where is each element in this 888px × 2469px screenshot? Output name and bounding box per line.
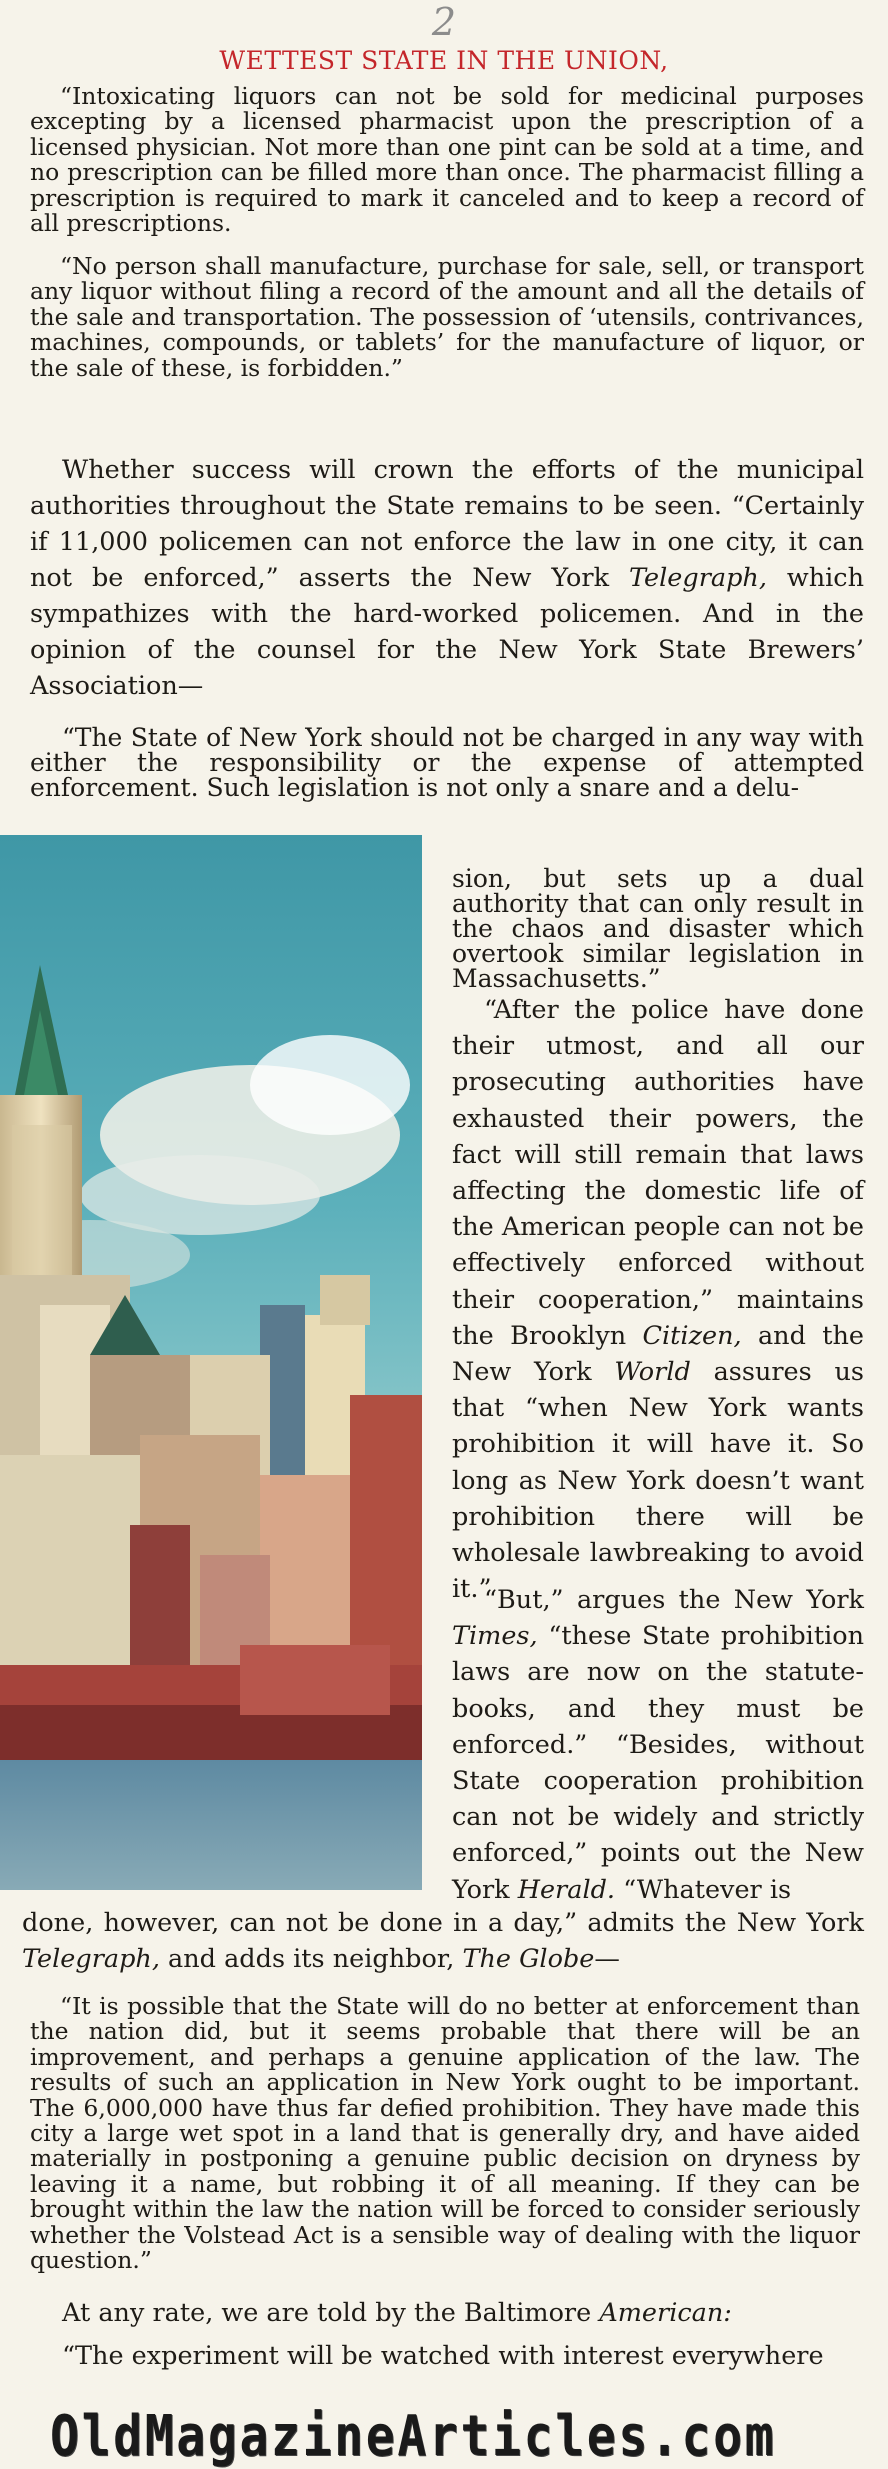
footer xyxy=(0,2398,888,2468)
site-watermark[interactable]: OldMagazineArticles.com xyxy=(50,2404,777,2469)
newspaper-name: World xyxy=(614,1357,691,1388)
body-paragraph-telegraph-globe: done, however, can not be done in a day,” admits the New York Telegraph, and adds its neighbor, The Globe— xyxy=(22,1908,864,1974)
page-number: 2 xyxy=(431,0,457,44)
newspaper-name: Herald. xyxy=(517,1874,616,1905)
body-paragraph-baltimore: At any rate, we are told by the Baltimore American: xyxy=(62,2298,732,2328)
quote-brewers-top: “The State of New York should not be charged in any way with either the responsibility or the expense of attempted enforcement. Such legislation is not only a snare and a delu- xyxy=(30,723,864,802)
quoted-law-paragraph-2: “No person shall manufacture, purchase for sale, sell, or transport any liquor without filing a record of the amount and all the details of the sale and transportation. The possession of ‘utensils, contrivances, machines, compounds, or tablets’ for the manufacture of liquor, or the sale of these, is forbidden.” xyxy=(30,252,864,382)
body-paragraph-times-herald: “But,” argues the New York Times, “these State prohibition laws are now on the statute-books, and they must be enforced.” “Besides, without State cooperation prohibition can not be widely and strictly enforced,” points out the New York Herald. “Whatever is xyxy=(452,1585,864,1905)
newspaper-name: Telegraph, xyxy=(22,1944,160,1974)
newspaper-name: The Globe xyxy=(462,1944,595,1974)
article-headline: WETTEST STATE IN THE UNION, xyxy=(219,46,669,75)
newspaper-name: Citizen, xyxy=(642,1320,742,1351)
quote-globe: “It is possible that the State will do no better at enforcement than the nation did, but it seems probable that there will be an improvement, and perhaps a genuine application of the law. The results of such an application in New York ought to be important. The 6,000,000 have thus far defied prohibition. They have made this city a large wet spot in a land that is generally dry, and have aided materially in postponing a genuine public decision on dryness by leaving it a name, but robbing it of all meaning. If they can be brought within the law the nation will be forced to consider seriously whether the Volstead Act is a sensible way of dealing with the liquor question.” xyxy=(30,1992,860,2275)
new-york-skyline-illustration xyxy=(0,835,422,1890)
newspaper-name: American: xyxy=(599,2298,732,2328)
newspaper-name: Telegraph, xyxy=(629,563,767,593)
body-paragraph-citizen-world: “After the police have done their utmost, and all our prosecuting authorities have exhausted their powers, the fact will still remain that laws affecting the domestic life of the American people can not be effectively enforced without their cooperation,” maintains the Brooklyn Citizen, and the New York World assures us that “when New York wants prohibition it will have it. So long as New York doesn’t want prohibition there will be wholesale lawbreaking to avoid it.” xyxy=(452,995,864,1605)
body-paragraph-experiment: “The experiment will be watched with interest everywhere xyxy=(62,2341,824,2371)
quoted-law-paragraph-1: “Intoxicating liquors can not be sold for medicinal purposes excepting by a licensed pharmacist upon the prescription of a licensed physician. Not more than one pint can be sold at a time, and no prescription can be filled more than once. The pharmacist filling a prescription is required to mark it canceled and to keep a record of all prescriptions. xyxy=(30,82,864,238)
quote-brewers-continued: sion, but sets up a dual authority that can only result in the chaos and disaster which overtook similar legislation in Massachusetts.” xyxy=(452,864,864,993)
body-paragraph-1: Whether success will crown the efforts of the municipal authorities throughout the State remains to be seen. “Certainly if 11,000 policemen can not enforce the law in one city, it can not be enforced,” asserts the New York Telegraph, which sympathizes with the hard-worked policemen. And in the opinion of the counsel for the New York State Brewers’ Association— xyxy=(30,455,864,701)
newspaper-name: Times, xyxy=(452,1621,538,1652)
